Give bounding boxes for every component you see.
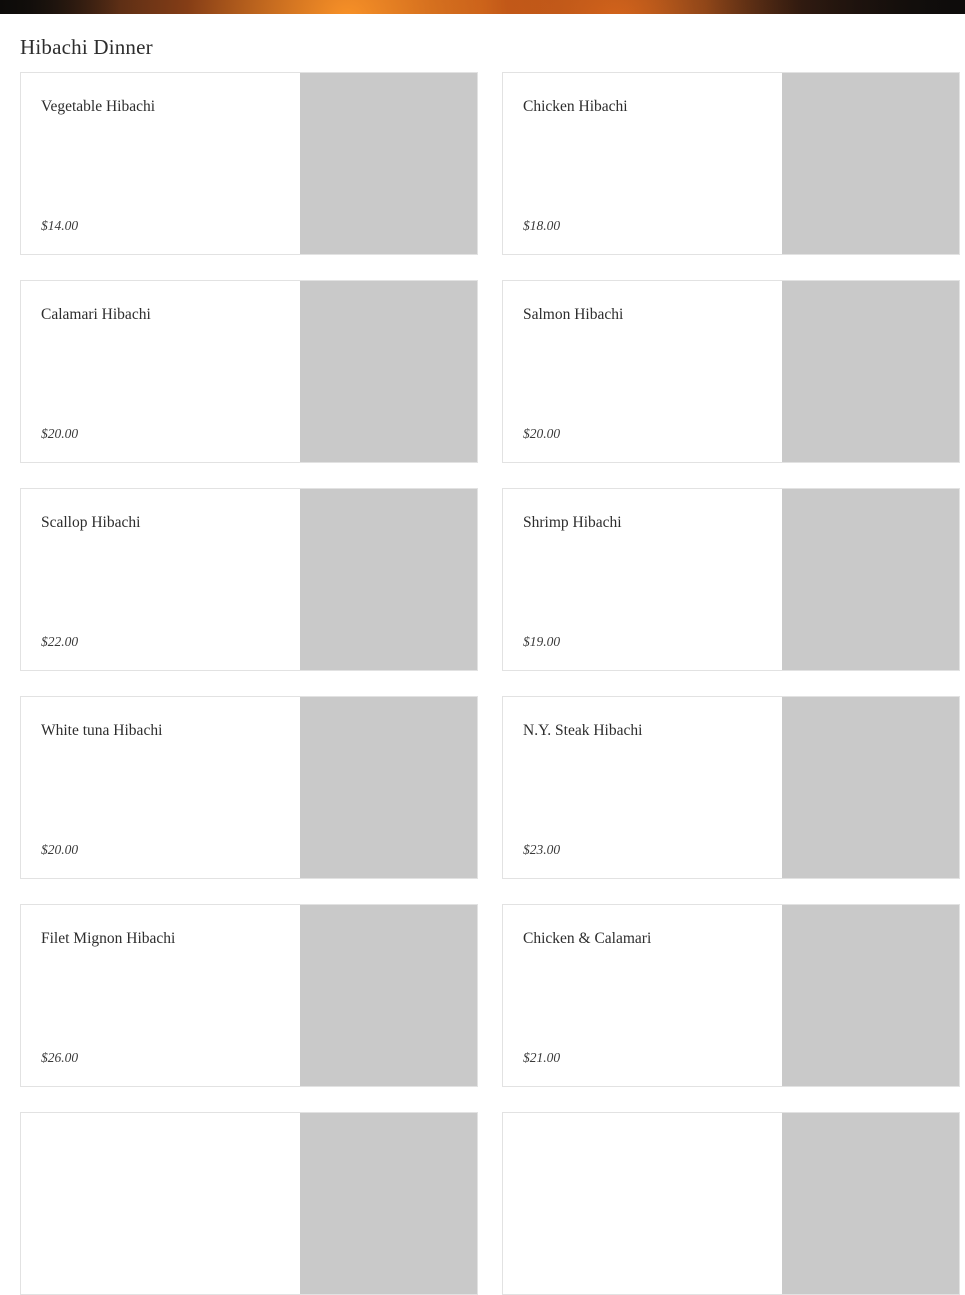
menu-item-text [21, 1113, 300, 1294]
menu-item-image-placeholder [782, 1113, 959, 1294]
menu-item-price: $22.00 [41, 634, 79, 649]
banner-left-shade [0, 0, 120, 14]
menu-item-image-placeholder [782, 905, 959, 1086]
menu-item-image-placeholder [300, 1113, 477, 1294]
menu-item-name: Shrimp Hibachi [523, 514, 622, 531]
menu-item-price: $20.00 [41, 426, 79, 441]
menu-item-image-placeholder [300, 73, 477, 254]
menu-item-name: Filet Mignon Hibachi [41, 930, 176, 947]
menu-item-price: $19.00 [523, 634, 561, 649]
page-title: Hibachi Dinner [20, 35, 153, 59]
menu-item-price: $23.00 [523, 842, 561, 857]
menu-item-name: Chicken & Calamari [523, 930, 652, 947]
menu-item-price: $14.00 [41, 218, 79, 233]
menu-item-card[interactable] [20, 280, 478, 463]
menu-item-text [503, 1113, 782, 1294]
menu-item-price: $26.00 [41, 1050, 79, 1065]
menu-item-card[interactable] [20, 72, 478, 255]
menu-item-image-placeholder [300, 905, 477, 1086]
menu-item-name: Calamari Hibachi [41, 306, 151, 323]
menu-item-text [503, 905, 782, 1086]
menu-item-card[interactable] [502, 1112, 960, 1295]
menu-item-image-placeholder [782, 281, 959, 462]
hibachi-photo-banner [0, 0, 965, 14]
menu-item-price: $20.00 [523, 426, 561, 441]
menu-item-text [21, 281, 300, 462]
menu-item-card[interactable] [20, 696, 478, 879]
menu-item-image-placeholder [300, 489, 477, 670]
menu-item-name: Scallop Hibachi [41, 514, 141, 531]
menu-item-image-placeholder [782, 73, 959, 254]
menu-item-name: Salmon Hibachi [523, 306, 624, 323]
menu-item-card[interactable] [502, 72, 960, 255]
menu-item-text [21, 489, 300, 670]
menu-item-card[interactable] [20, 904, 478, 1087]
menu-item-text [503, 73, 782, 254]
menu-item-card[interactable] [20, 488, 478, 671]
menu-item-card[interactable] [502, 488, 960, 671]
menu-item-card[interactable] [502, 696, 960, 879]
menu-item-price: $21.00 [523, 1050, 561, 1065]
menu-item-text [21, 73, 300, 254]
menu-item-card[interactable] [20, 1112, 478, 1295]
menu-item-text [21, 697, 300, 878]
menu-item-image-placeholder [300, 697, 477, 878]
menu-item-text [503, 281, 782, 462]
menu-item-name: Chicken Hibachi [523, 98, 628, 115]
menu-item-image-placeholder [300, 281, 477, 462]
menu-item-text [503, 697, 782, 878]
banner-right-shade [705, 0, 965, 14]
menu-item-name: Vegetable Hibachi [41, 98, 156, 115]
menu-item-text [503, 489, 782, 670]
menu-item-name: N.Y. Steak Hibachi [523, 722, 643, 739]
menu-item-image-placeholder [782, 489, 959, 670]
menu-item-price: $20.00 [41, 842, 79, 857]
menu-grid [0, 72, 965, 1295]
menu-item-card[interactable] [502, 904, 960, 1087]
menu-item-text [21, 905, 300, 1086]
menu-item-card[interactable] [502, 280, 960, 463]
menu-item-name: White tuna Hibachi [41, 722, 163, 739]
menu-item-image-placeholder [782, 697, 959, 878]
menu-item-price: $18.00 [523, 218, 561, 233]
